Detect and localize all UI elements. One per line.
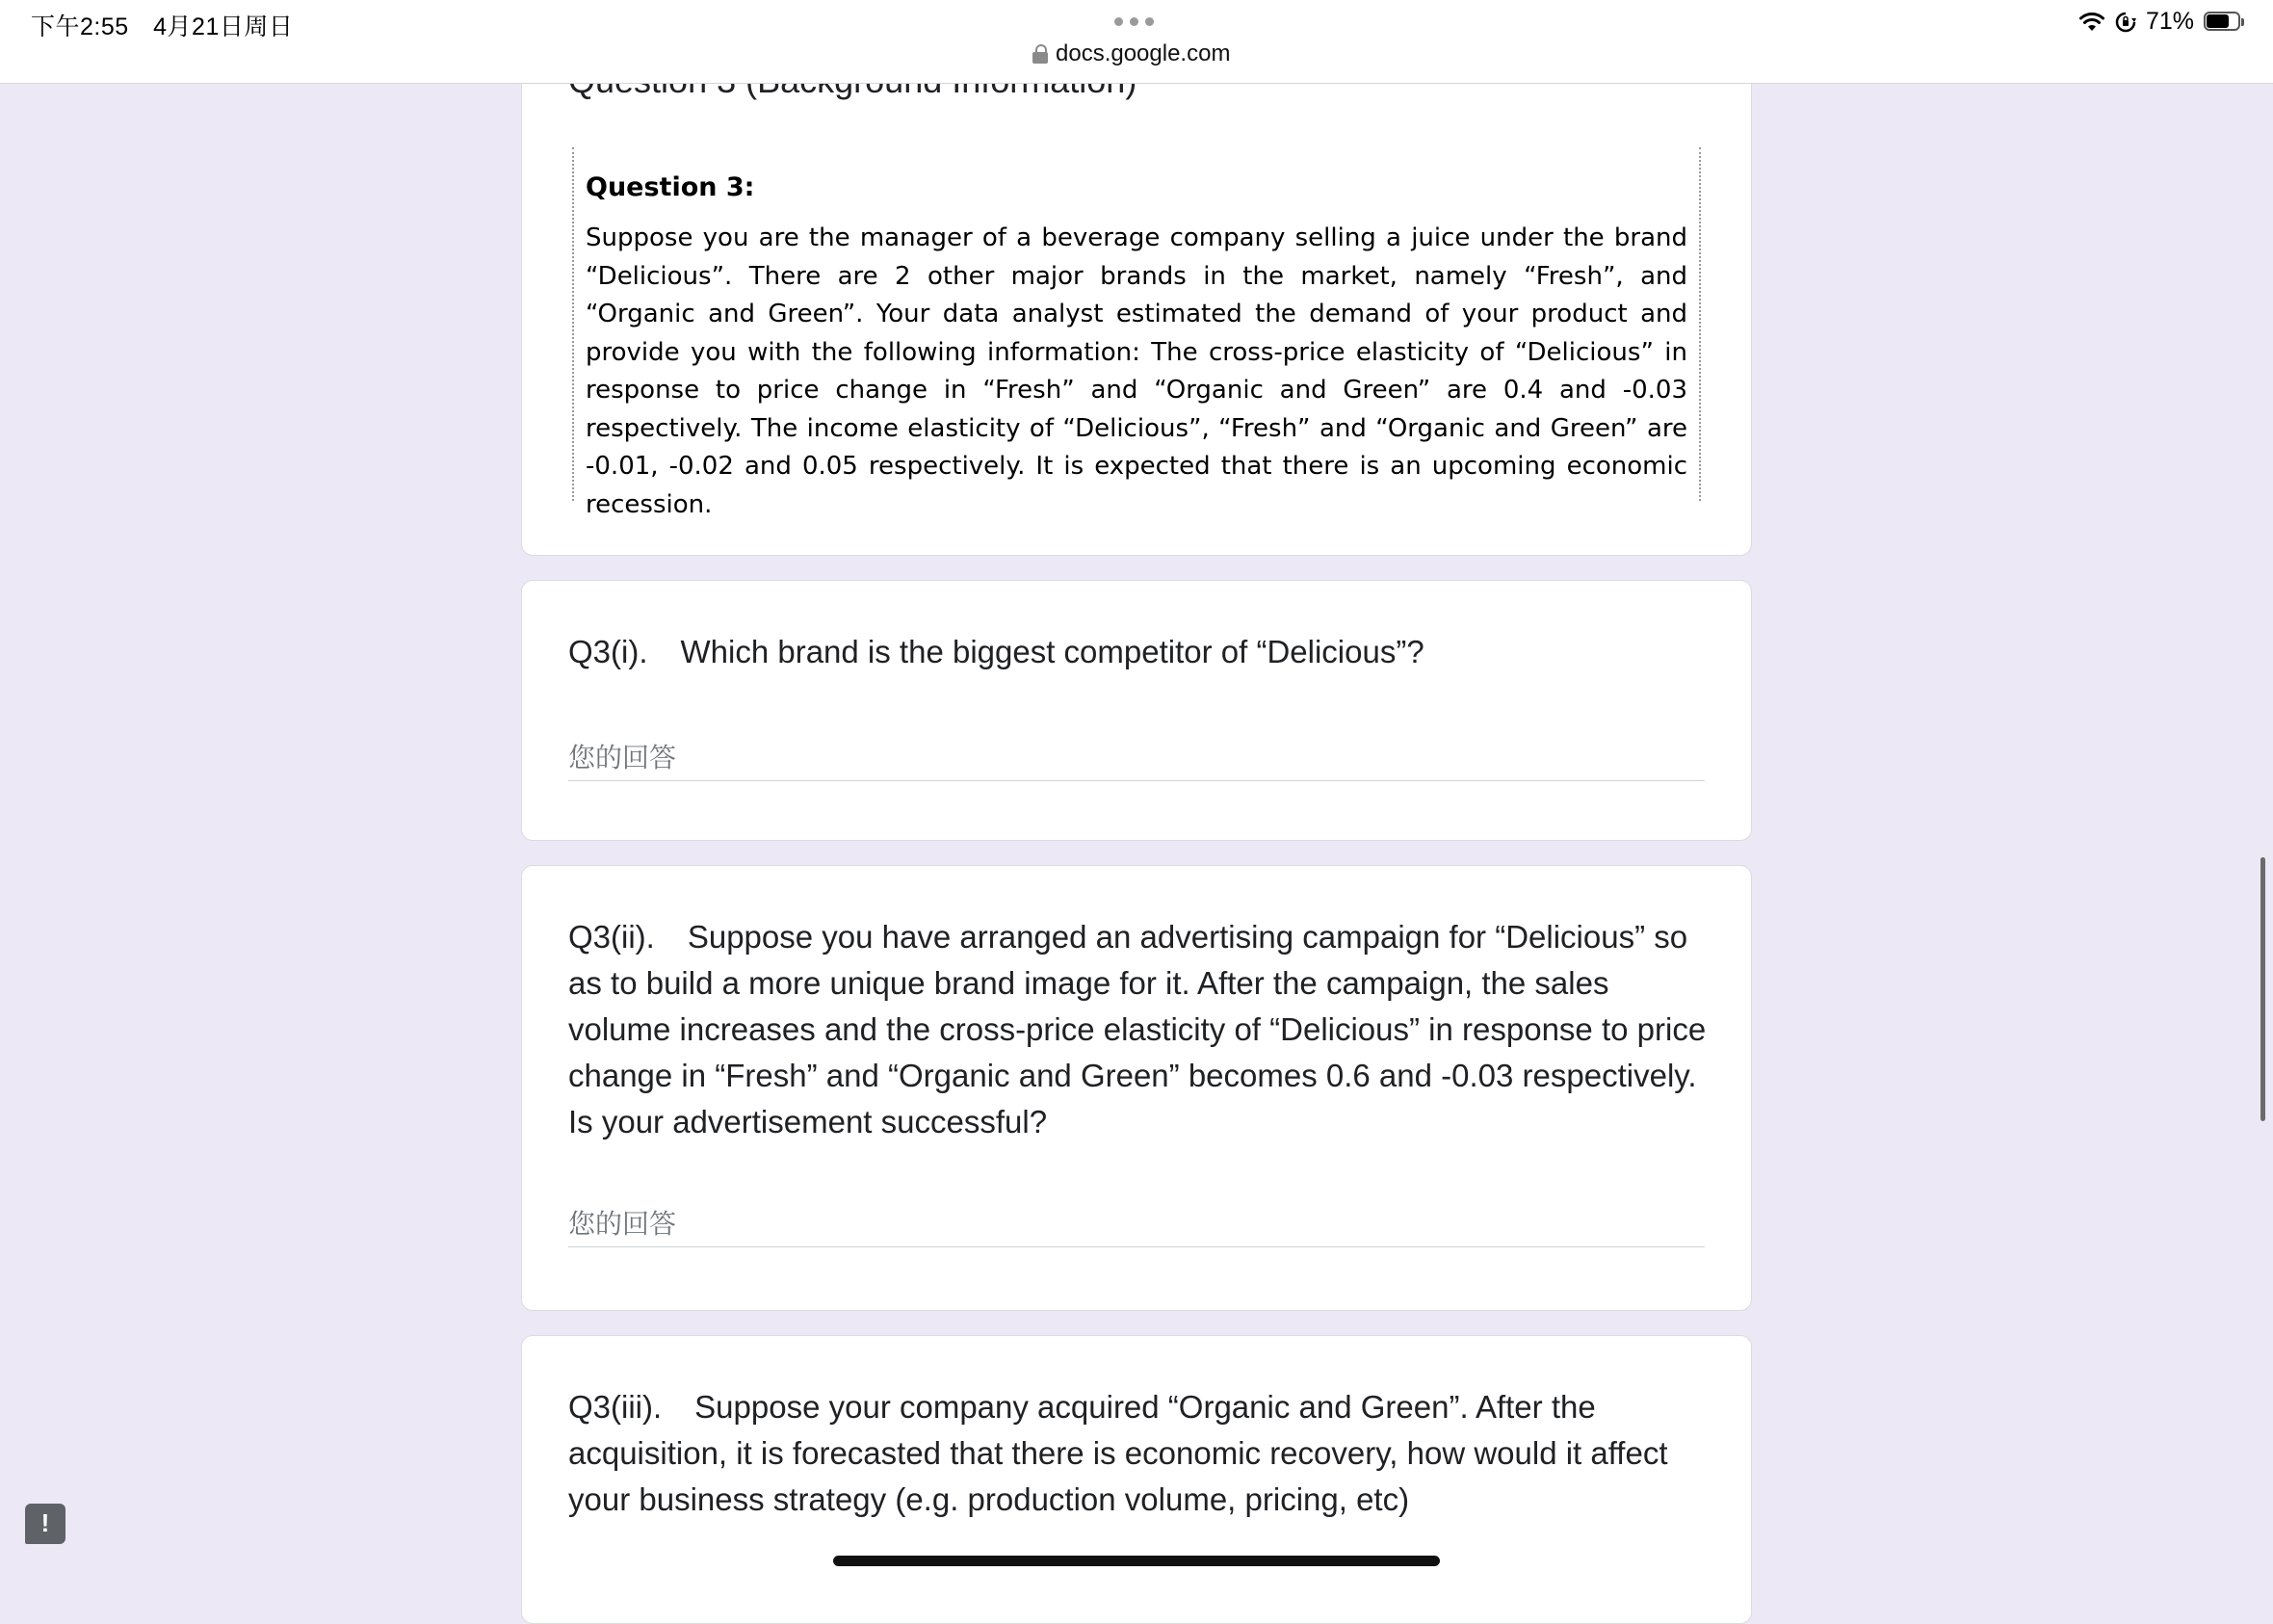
question-text [568,1384,1707,1523]
wifi-icon [2078,12,2105,33]
question-body: Suppose your company acquired “Organic and Green”. After the acquisition, it is forecasted that there is economic recovery, how would it affect your business strategy (e.g. production volume, pricing, etc) [568,1389,1668,1517]
question-card-q3ii [521,865,1752,1311]
background-info-box [572,147,1701,519]
question-number: Q3(ii). [568,919,655,955]
status-time: 下午2:55 4月21日周日 [31,13,294,40]
home-indicator[interactable] [833,1556,1440,1566]
question-card-q3i [521,580,1752,841]
url-text: docs.google.com [1056,40,1231,66]
info-heading: Question 3: [586,172,755,202]
section-card-background [521,39,1752,556]
question-card-q3iii [521,1335,1752,1624]
lock-icon [1032,44,1048,64]
question-number: Q3(iii). [568,1389,663,1425]
feedback-button[interactable] [25,1504,65,1544]
report-icon: ! [40,1508,50,1537]
multitasking-dots-icon[interactable] [1114,17,1154,26]
question-text [568,629,1707,675]
info-body: Suppose you are the manager of a beverage company selling a juice under the brand “Delicious”. There are 2 other major brands in the market, namely “Fresh”, and “Organic and Green”. Your data analyst estimated the demand of your product and provide you with the following information: The cross-price elasticity of “Delicious” in response to price change in “Fresh” and “Organic and Green” are 0.4 and -0.03 respectively. The income elasticity of “Delicious”, “Fresh” and “Organic and Green” are -0.01, -0.02 and 0.05 respectively. It is expected that there is an upcoming economic recession. [586,223,1687,519]
question-text [568,914,1707,1145]
orientation-lock-icon [2115,12,2136,33]
answer-input[interactable]: 您的回答 [568,727,1705,781]
question-body: Which brand is the biggest competitor of “Delicious”? [680,634,1424,669]
question-number: Q3(i). [568,634,648,669]
battery-percent: 71% [2145,8,2194,35]
status-indicators [2078,8,2246,36]
question-body: Suppose you have arranged an advertising campaign for “Delicious” so as to build a more unique brand image for it. After the campaign, the sales volume increases and the cross-price elasticity of “Delicious” in response to price change in “Fresh” and “Organic and Green” becomes 0.6 and -0.03 respectively. Is your advertisement successful? [568,919,1707,1139]
status-bar [0,0,2273,84]
address-bar[interactable] [1032,40,1230,67]
scrollbar[interactable] [2260,857,2265,1121]
battery-fill [2207,14,2229,28]
battery-icon [2204,12,2246,33]
answer-input[interactable]: 您的回答 [568,1193,1705,1247]
